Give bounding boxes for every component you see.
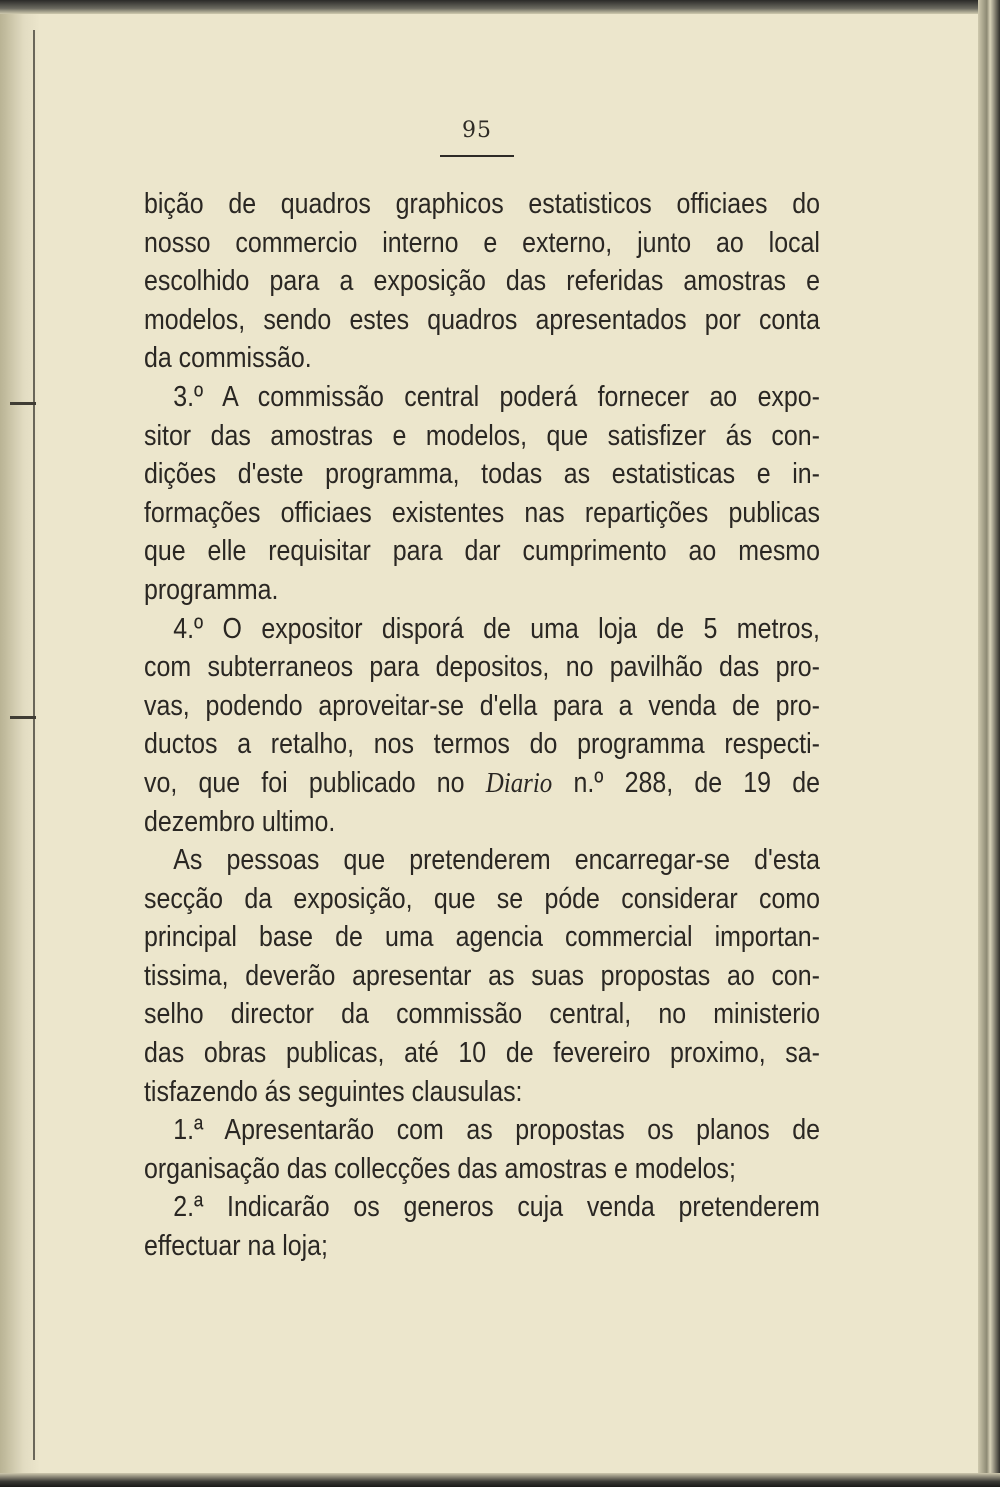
- text-line: As pessoas que pretenderem encarregar-se d'esta: [173, 844, 820, 877]
- scan-right-edge: [978, 0, 1000, 1487]
- text-line: sitor das amostras e modelos, que satisfizer ás con-: [144, 419, 820, 452]
- line-segment: vo, que foi publicado no: [144, 766, 486, 799]
- text-line: effectuar na loja;: [144, 1230, 328, 1263]
- text-line: formações officiaes existentes nas repartições publicas: [144, 496, 820, 529]
- text-line: dições d'este programma, todas as estatisticas e in-: [144, 458, 820, 491]
- text-line: organisação das collecções das amostras e modelos;: [144, 1152, 736, 1185]
- text-lines: [144, 185, 820, 1266]
- text-line: 4.º O expositor disporá de uma loja de 5 metros,: [173, 612, 820, 645]
- scan-bottom-edge: [0, 1473, 1000, 1487]
- text-line: dezembro ultimo.: [144, 805, 336, 838]
- margin-mark: [10, 402, 36, 405]
- text-line: modelos, sendo estes quadros apresentados por conta: [144, 303, 820, 336]
- line-segment: n.º 288, de 19 de: [552, 766, 820, 799]
- text-line: da commissão.: [144, 342, 312, 375]
- margin-mark: [10, 716, 36, 719]
- text-line: programma.: [144, 573, 279, 606]
- text-line: [144, 764, 820, 803]
- text-line: tissima, deverão apresentar as suas propostas ao con-: [144, 959, 820, 992]
- text-line: nosso commercio interno e externo, junto ao local: [144, 226, 820, 259]
- body-text: [144, 185, 820, 1266]
- text-line: 1.ª Apresentarão com as propostas os planos de: [173, 1114, 820, 1147]
- text-line: que elle requisitar para dar cumprimento ao mesmo: [144, 535, 820, 568]
- text-line: secção da exposição, que se póde considerar como: [144, 882, 820, 915]
- scan-top-edge: [0, 0, 1000, 14]
- binding-rule: [33, 30, 35, 1460]
- italic-title: Diario: [485, 766, 553, 799]
- text-line: principal base de uma agencia commercial importan-: [144, 921, 820, 954]
- text-line: escolhido para a exposição das referidas amostras e: [144, 265, 820, 298]
- text-line: com subterraneos para depositos, no pavilhão das pro-: [144, 651, 820, 684]
- text-line: vas, podendo aproveitar-se d'ella para a venda de pro-: [144, 689, 820, 722]
- page-number-rule: [440, 155, 514, 157]
- text-line: ductos a retalho, nos termos do programma respecti-: [144, 728, 820, 761]
- page-number: 95: [462, 118, 492, 143]
- text-line: selho director da commissão central, no ministerio: [144, 998, 820, 1031]
- text-line: bição de quadros graphicos estatisticos officiaes do: [144, 188, 820, 220]
- text-line: 3.º A commissão central poderá fornecer ao expo-: [173, 380, 820, 413]
- text-line: das obras publicas, até 10 de fevereiro proximo, sa-: [144, 1037, 820, 1070]
- text-line: 2.ª Indicarão os generos cuja venda pretenderem: [173, 1191, 820, 1224]
- text-line: tisfazendo ás seguintes clausulas:: [144, 1075, 523, 1108]
